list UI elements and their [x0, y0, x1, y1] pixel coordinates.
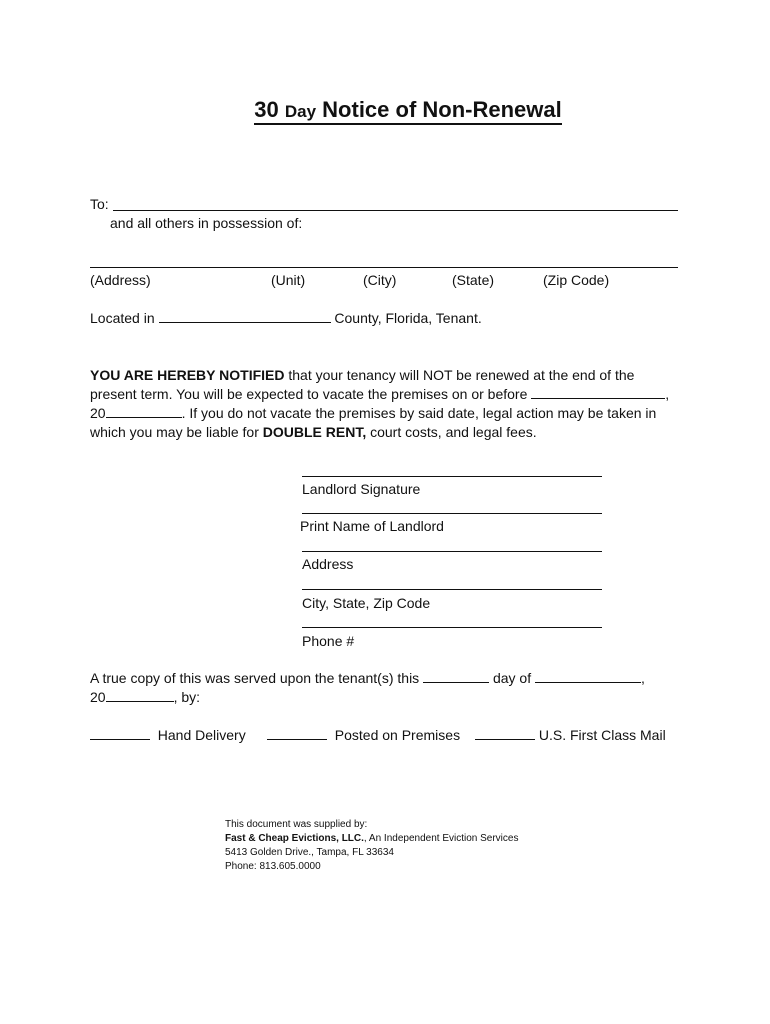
footer-company-line — [225, 832, 518, 846]
address-blank-line[interactable] — [90, 267, 678, 268]
double-rent-text: DOUBLE RENT, — [262, 424, 367, 440]
notice-text-1: that your tenancy will NOT be renewed at the end of the present term. You will be expected to vacate the premises on or before — [90, 367, 635, 402]
landlord-address-label: Address — [302, 556, 354, 572]
mail-label: U.S. First Class Mail — [538, 727, 666, 743]
phone-label: Phone # — [302, 633, 355, 649]
to-blank-line[interactable] — [113, 210, 678, 211]
vacate-year-blank[interactable] — [106, 404, 182, 418]
located-prefix: Located in — [90, 310, 155, 326]
hand-delivery-blank[interactable] — [90, 726, 150, 740]
method-mail — [475, 726, 666, 744]
mail-blank[interactable] — [475, 726, 535, 740]
located-line — [90, 309, 482, 327]
notice-text-2: . If you do not vacate the premises by said date, legal action may be taken in which you may be liable for — [90, 405, 657, 440]
service-line-1: A true copy of this was served upon the tenant(s) this day of , — [90, 670, 645, 686]
method-hand-delivery — [90, 726, 246, 744]
phone-line[interactable] — [302, 627, 602, 628]
print-name-label: Print Name of Landlord — [300, 518, 444, 534]
possession-text: and all others in possession of: — [110, 215, 303, 231]
unit-label: (Unit) — [271, 272, 306, 288]
vacate-date-blank[interactable] — [531, 385, 665, 399]
service-line-2 — [90, 688, 200, 706]
notice-text-3: court costs, and legal fees. — [366, 424, 537, 440]
document-title: 30 Day Notice of Non-Renewal — [0, 96, 770, 126]
posted-label: Posted on Premises — [334, 727, 461, 743]
service-month-blank[interactable] — [535, 669, 641, 683]
method-posted — [267, 726, 460, 744]
county-blank[interactable] — [159, 309, 331, 323]
service-day-of: day of — [492, 670, 532, 686]
hand-delivery-label: Hand Delivery — [157, 727, 246, 743]
footer-supplied-by: This document was supplied by: — [225, 819, 368, 830]
landlord-signature-label: Landlord Signature — [302, 481, 421, 497]
service-by: , by: — [173, 689, 201, 705]
city-state-zip-label: City, State, Zip Code — [302, 595, 431, 611]
zip-label: (Zip Code) — [543, 272, 610, 288]
landlord-signature-line[interactable] — [302, 476, 602, 477]
service-prefix: A true copy of this was served upon the tenant(s) this — [90, 670, 420, 686]
city-state-zip-line[interactable] — [302, 589, 602, 590]
landlord-address-line[interactable] — [302, 551, 602, 552]
notice-paragraph: YOU ARE HEREBY NOTIFIED that your tenancy will NOT be renewed at the end of the present term. You will be expected to vacate the premises on or before , 20 . If you do not vacate the premises by said date, legal action may be taken in which you may be liable for DOUBLE RENT, court costs, and legal fees. — [90, 367, 670, 440]
address-label: (Address) — [90, 272, 151, 288]
notice-bold-lead: YOU ARE HEREBY NOTIFIED — [90, 367, 285, 383]
footer-company-rest: , An Independent Eviction Services — [363, 833, 519, 844]
service-day-blank[interactable] — [423, 669, 489, 683]
footer-phone: Phone: 813.605.0000 — [225, 861, 321, 872]
located-suffix: County, Florida, Tenant. — [334, 310, 482, 326]
service-year-prefix: 20 — [90, 689, 106, 705]
state-label: (State) — [452, 272, 495, 288]
print-name-line[interactable] — [302, 513, 602, 514]
city-label: (City) — [363, 272, 397, 288]
posted-blank[interactable] — [267, 726, 327, 740]
to-label: To: — [90, 196, 109, 212]
notice-year-prefix: 20 — [90, 405, 106, 421]
footer-company: Fast & Cheap Evictions, LLC. — [225, 833, 364, 844]
service-year-blank[interactable] — [106, 688, 174, 702]
footer-address: 5413 Golden Drive., Tampa, FL 33634 — [225, 847, 394, 858]
